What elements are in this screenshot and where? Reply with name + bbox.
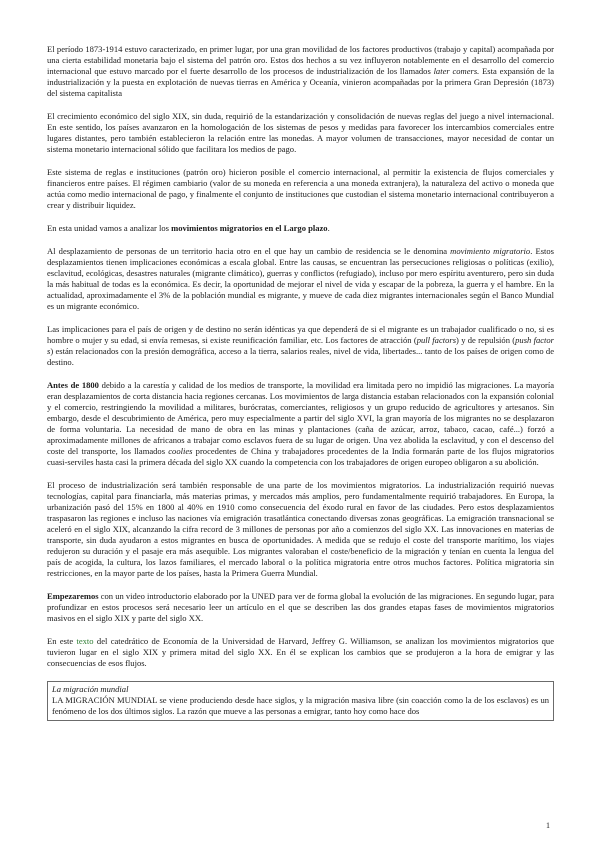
text-run: Las implicaciones para el país de origen y de destino no serán idénticas ya que dependerá de si el migrante es un trabajador cualificado o no, si es hombre o mujer y su edad, si envía remesas, si existe reunificación familiar, etc. Los factores de atracción ( <box>47 324 554 345</box>
italic-term: coolies <box>168 446 193 456</box>
text-run: El período 1873-1914 estuvo caracterizado, en primer lugar, por una gran movilidad de los factores productivos (trabajo y capital) acompañada por una cierta estabilidad monetaria bajo el sistema del patrón oro. Estos dos hechos a su vez influyeron notablemente en el desarrollo del comercio internacional que estuvo marcado por el fuerte desarrollo de los procesos de industrialización de los llamados <box>47 44 554 76</box>
bold-term: Antes de 1800 <box>47 380 99 390</box>
text-run: con un video introductorio elaborado por la UNED para ver de forma global la evolución de las migraciones. En segundo lugar, para profundizar en estos procesos será necesario leer un artículo en el que se describen las dos grandes etapas fases de movimientos migratorios masivos en el siglo XIX y parte del siglo XX. <box>47 591 554 623</box>
text-run: Esta expansión de la industrialización y la puesta en explotación de nuevas tierras en América y Oceanía, vinieron acompañadas por la primera Gran Depresión (1873) del sistema capitalista <box>47 66 555 98</box>
italic-term: pull factors <box>416 335 457 345</box>
text-run: del catedrático de Economía de la Universidad de Harvard, Jeffrey G. Williamson, se analizan los movimientos migratorios que tuvieron lugar en el siglo XIX y primera mitad del siglo XX. En él se explican los cambios que se produjeron a la hora de emigrar y las consecuencias de esos flujos. <box>47 636 554 668</box>
quote-box <box>47 681 554 721</box>
bold-term: movimientos migratorios en el Largo plazo <box>171 223 328 233</box>
text-run: debido a la carestía y calidad de los medios de transporte, la movilidad era limitada pero no impidió las migraciones. La mayoría eran desplazamientos de corta distancia hacia regiones cercanas. Los movimientos de larga distancia estaban relacionados con la expansión colonial y el comercio, restringiendo la movilidad a militares, burócratas, comerciantes, religiosos y un grupo reducido de agricultores y artesanos. Sin embargo, desde el descubrimiento de América, pero muy especialmente a partir del siglo XVI, la gran mayoría de los migrantes no se desplazaron de forma voluntaria. La necesidad de mano de obra en las minas y plantaciones (caña de azúcar, arroz, tabaco, cacao, café...) forzó a aproximadamente millones de africanos a trabajar como esclavos fuera de su lugar de origen. Una vez abolida la esclavitud, y con el descenso del coste del transporte, los llamados <box>47 380 554 456</box>
text-run: En este <box>47 636 77 646</box>
italic-term: movimiento migratorio <box>450 246 531 256</box>
italic-term: push factor s <box>47 335 555 356</box>
paragraph-2: El crecimiento económico del siglo XIX, sin duda, requirió de la estandarización y consolidación de nuevas reglas del juego a nivel internacional. En este sentido, los países avanzaron en la homologación de los sistemas de pesos y medidas para favorecer los intercambios comerciales entre lugares distantes, pero también establecieron la relación entre las monedas. A mayor volumen de transacciones, mayor necesidad de contar un sistema monetario internacional sólido que facilitara los medios de pago. <box>47 111 554 154</box>
paragraph-10 <box>47 636 554 669</box>
italic-term: later comers. <box>433 66 480 76</box>
paragraph-4 <box>47 223 554 234</box>
text-run: Al desplazamiento de personas de un territorio hacia otro en el que hay un cambio de residencia se le denomina <box>47 246 451 256</box>
paragraph-1 <box>47 44 554 99</box>
paragraph-8: El proceso de industrialización será también responsable de una parte de los movimientos migratorios. La industrialización requirió nuevas tecnologías, capital para financiarla, más materias primas, y mercados más amplios, pero fundamentalmente requirió trabajadores. En Europa, la urbanización pasó del 15% en 1800 al 40% en 1910 como consecuencia del éxodo rural en favor de las ciudades. Pero estos desplazamientos traspasaron las regiones e incluso las naciones vía emigración trasatlántica conectando diversas zonas geográficas. La emigración transnacional se aceleró en el siglo XIX, alcanzando la cifra record de 3 millones de personas por año a comienzos del siglo XX. Las innovaciones en materias de transporte, sin duda ayudaron a estos migrantes en busca de oportunidades. A medida que se redujo el coste del transporte marítimo, los viajes redujeron su duración y el pasaje era más asequible. Los migrantes valoraban el coste/beneficio de la migración y tenían en cuenta la lengua del país de acogida, la cultura, los lazos familiares, el mercado laboral o la política migratoria entre otros muchos factores. Política migratoria sin restricciones, en la mayor parte de los países, hasta la Primera Guerra Mundial. <box>47 480 554 578</box>
text-run: ) están relacionados con la presión demográfica, acceso a la tierra, salarios reales, nivel de vida, libertades... tanto de los países de origen como de destino. <box>47 346 554 367</box>
text-run: . <box>327 223 330 233</box>
paragraph-5 <box>47 246 554 312</box>
paragraph-9 <box>47 591 554 624</box>
quote-text: LA MIGRACIÓN MUNDIAL se viene produciendo desde hace siglos, y la migración masiva libre (sin coacción como la de los esclavos) es un fenómeno de los dos últimos siglos. La razón que mueve a las personas a emigrar, tanto hoy como hace dos <box>52 695 549 716</box>
text-run: procedentes de China y trabajadores procedentes de la India formarán parte de los flujos migratorios cuasi-serviles hasta casi la primera década del siglo XX cuando la competencia con los trabajadores de origen europeo obligaron a su abolición. <box>47 446 554 467</box>
quote-title: La migración mundial <box>52 684 129 694</box>
paragraph-7 <box>47 380 554 468</box>
text-run: En esta unidad vamos a analizar los <box>47 223 172 233</box>
bold-term: Empezaremos <box>47 591 99 601</box>
text-run: . Estos desplazamientos tienen implicaciones económicas a escala global. Entre las causas, se encuentran las persecuciones religiosas o políticas (exilio), esclavitud, ecológicas, desastres naturales (migrante climático), guerras y conflictos (refugiado), incluso por mero espíritu aventurero, pero sin duda la más habitual de todas es la económica. Es decir, la oportunidad de mejorar el nivel de vida y escapar de la pobreza, la guerra y el hambre. En la actualidad, aproximadamente el 3% de la población mundial es migrante, y mueve de cada diez migrantes internacionales según el Banco Mundial es un migrante económico. <box>47 246 554 311</box>
texto-link[interactable]: texto <box>76 636 94 646</box>
paragraph-3: Este sistema de reglas e instituciones (patrón oro) hicieron posible el comercio internacional, al permitir la existencia de flujos comerciales y financieros entre países. El régimen cambiario (valor de su moneda en referencia a una moneda extranjera), la naturaleza del activo o moneda que actúa como medio internacional de pago, y finalmente el conjunto de instituciones que custodian el sistema monetario internacional contribuyeron a crear y distribuir liquidez. <box>47 167 554 210</box>
paragraph-6 <box>47 324 554 368</box>
page-number: 1 <box>546 821 550 830</box>
text-run: ) y de repulsión ( <box>456 335 516 345</box>
